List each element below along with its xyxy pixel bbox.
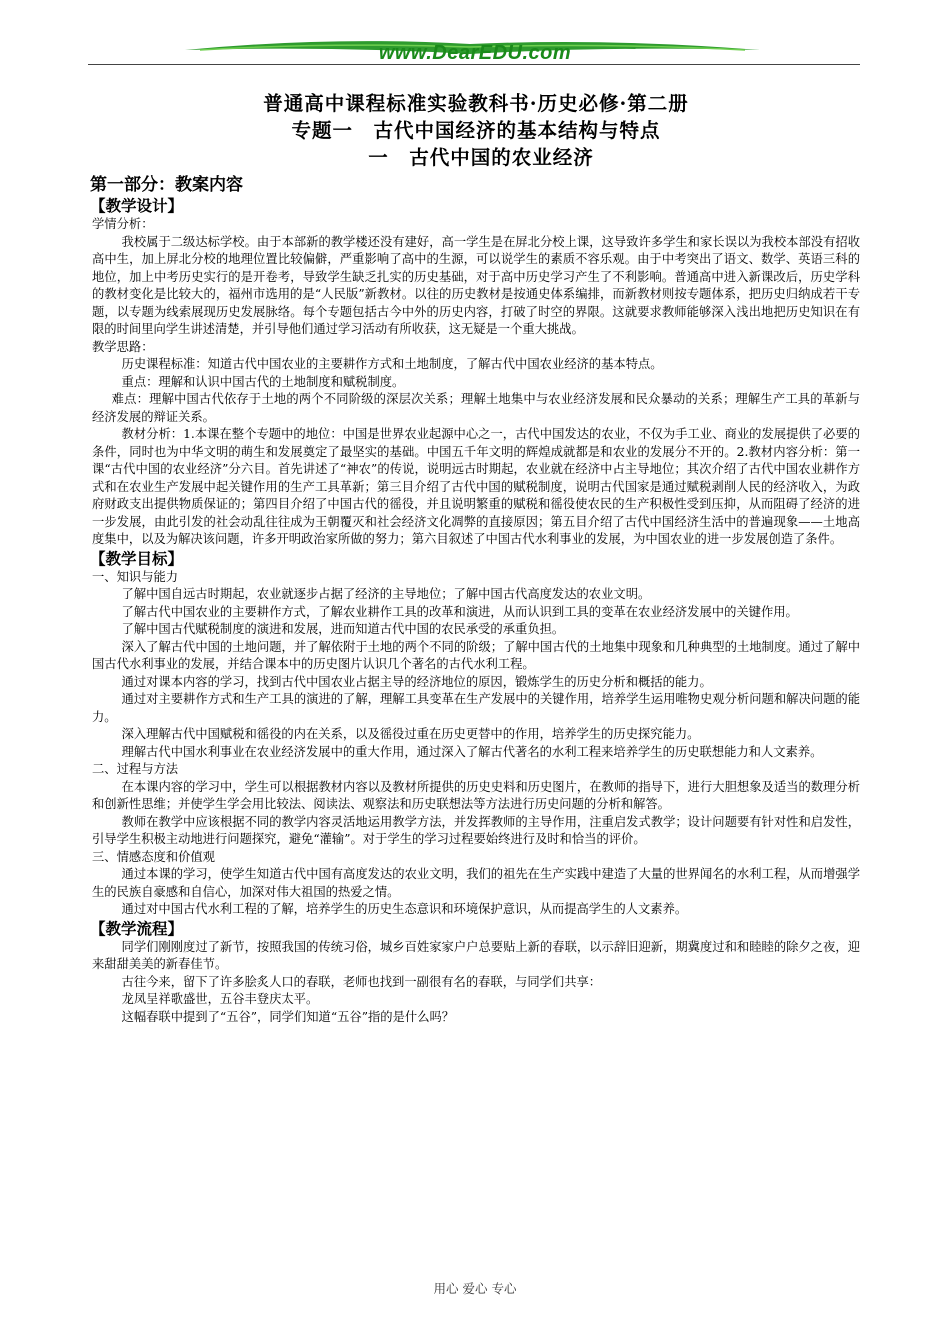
goal-paragraph: 了解古代中国农业的主要耕作方式，了解农业耕作工具的改革和演进，从而认识到工具的变革在农业经济发展中的关键作用。	[121, 604, 798, 619]
paragraph-situation: 我校属于二级达标学校。由于本部新的教学楼还没有建好，高一学生是在屏北分校上课，这导致许多学生和家长误以为我校本部没有招收高中生，加上屏北分校的地理位置比较偏僻，严重影响了高中的生源，可以说学生的素质不容乐观。由于中考突出了语文、数学、英语三科的地位，加上中考历史实行的是开卷考，导致学生缺乏扎实的历史基础，对于高中历史学习产生了不利影响。普通高中进入新课改后，历史学科的教材变化是比较大的，福州市选用的是“人民版”新教材。以往的历史教材是按通史体系编排，而新教材则按专题体系，把历史归纳成若干专题，以专题为线索展现历史发展脉络。每个专题包括古今中外的历史内容，打破了时空的界限。这就要求教师能够深入浅出地把历史知识在有限的时间里向学生讲述清楚，并引导他们通过学习活动有所收获，这无疑是一个重大挑战。	[92, 234, 860, 336]
document-titles	[92, 90, 860, 171]
couplet-line: 龙凤呈祥歌盛世，五谷丰登庆太平。	[121, 992, 319, 1006]
goal-paragraph: 通过对中国古代水利工程的了解，培养学生的历史生态意识和环境保护意识，从而提高学生的人文素养。	[121, 902, 688, 916]
goal-paragraph: 深入理解古代中国赋税和徭役的内在关系，以及徭役过重在历史更替中的作用，培养学生的历史探究能力。	[121, 727, 700, 741]
site-header	[0, 0, 950, 90]
goal-paragraph: 通过对主要耕作方式和生产工具的演进的了解，理解工具变革在生产发展中的关键作用，培养学生运用唯物史观分析问题和解决问题的能力。	[92, 692, 860, 724]
flow-paragraph: 同学们刚刚度过了新节，按照我国的传统习俗，城乡百姓家家户户总要贴上新的春联，以示辞旧迎新，期冀度过和和睦睦的除夕之夜，迎来甜甜美美的新春佳节。	[92, 939, 860, 971]
section-heading-flow: 【教学流程】	[90, 919, 184, 938]
goal-paragraph: 深入了解古代中国的土地问题，并了解依附于土地的两个不同的阶级；了解中国古代的土地集中现象和几种典型的土地制度。通过了解中国古代水利事业的发展，并结合课本中的历史图片认识几个著名的古代水利工程。	[92, 639, 860, 671]
subheading-process: 二、过程与方法	[92, 762, 179, 776]
header-divider	[88, 64, 860, 65]
document-body	[92, 90, 860, 1026]
goal-paragraph: 在本课内容的学习中，学生可以根据教材内容以及教材所提供的历史史料和历史图片，在教师的指导下，进行大胆想象及适当的数理分析和创新性思维；并使学生学会用比较法、阅读法、观察法和历史联想法等方法进行历史问题的分析和解答。	[92, 779, 860, 811]
label-thinking: 教学思路：	[92, 339, 154, 354]
paragraph-key-point: 重点：理解和认识中国古代的土地制度和赋税制度。	[121, 374, 405, 389]
paragraph-standard: 历史课程标准：知道古代中国农业的主要耕作方式和土地制度，了解古代中国农业经济的基本特点。	[121, 357, 663, 371]
goal-paragraph: 通过对课本内容的学习，找到古代中国农业占据主导的经济地位的原因，锻炼学生的历史分析和概括的能力。	[121, 674, 712, 689]
goal-paragraph: 通过本课的学习，使学生知道古代中国有高度发达的农业文明，我们的祖先在生产实践中建造了大量的世界闻名的水利工程，从而增强学生的民族自豪感和自信心，加深对伟大祖国的热爱之情。	[92, 867, 860, 899]
subheading-values: 三、情感态度和价值观	[92, 849, 215, 864]
paragraph-textbook-analysis: 教材分析：1.本课在整个专题中的地位：中国是世界农业起源中心之一，古代中国发达的农业，不仅为手工业、商业的发展提供了必要的条件，同时也为中华文明的萌生和发展奠定了最坚实的基础。中国五千年文明的辉煌成就都是和农业的发展分不开的。2.教材内容分析：第一课“古代中国的农业经济”分六目。首先讲述了“神农”的传说，说明远古时期起，农业就在经济中占主导地位；其次介绍了古代中国农业耕作方式和在农业生产发展中起关键作用的生产工具革新；第三目介绍了古代中国的赋税制度，说明古代国家是通过赋税剥削人民的经济收入，为政府财政支出提供物质保证的；第四目介绍了中国古代的徭役，并且说明繁重的赋税和徭役使农民的生产积极性受到压抑，从而阻碍了经济的进一步发展，由此引发的社会动乱往往成为王朝覆灭和社会经济文化凋弊的直接原因；第五目介绍了古代中国经济生活中的普遍现象——土地高度集中，以及为解决该问题，许多开明政治家所做的努力；第六目叙述了中国古代水利事业的发展，为中国农业的进一步发展创造了条件。	[92, 427, 860, 546]
lesson-title: 一 古代中国的农业经济	[368, 146, 594, 169]
flow-paragraph: 古往今来，留下了许多脍炙人口的春联，老师也找到一副很有名的春联，与同学们共享：	[121, 974, 602, 989]
part-heading: 第一部分：教案内容	[90, 175, 243, 195]
goal-paragraph: 了解中国自远古时期起，农业就逐步占据了经济的主导地位；了解中国古代高度发达的农业文明。	[121, 587, 651, 601]
page-footer: 用心 爱心 专心	[433, 1281, 517, 1296]
section-heading-goals: 【教学目标】	[90, 549, 184, 568]
goal-paragraph: 教师在教学中应该根据不同的教学内容灵活地运用教学方法，并发挥教师的主导作用，注重启发式教学；设计问题要有针对性和启发性，引导学生积极主动地进行问题探究，避免“灌输”。对于学生的学习过程要始终进行及时和恰当的评价。	[92, 814, 860, 846]
subheading-knowledge: 一、知识与能力	[92, 569, 179, 584]
label-situation: 学情分析：	[92, 217, 154, 231]
flow-question: 这幅春联中提到了“五谷”，同学们知道“五谷”指的是什么吗？	[121, 1009, 455, 1024]
goal-paragraph: 理解古代中国水利事业在农业经济发展中的重大作用，通过深入了解古代著名的水利工程来培养学生的历史联想能力和人文素养。	[121, 744, 823, 759]
section-heading-design: 【教学设计】	[90, 197, 184, 215]
book-title: 普通高中课程标准实验教科书·历史必修·第二册	[263, 92, 689, 115]
site-url-logo: www.DearEDU.com	[378, 42, 572, 64]
goal-paragraph: 了解中国古代赋税制度的演进和发展，进而知道古代中国的农民承受的承重负担。	[121, 622, 565, 636]
topic-title: 专题一 古代中国经济的基本结构与特点	[291, 119, 661, 142]
paragraph-difficulty: 难点：理解中国古代依存于土地的两个不同阶级的深层次关系；理解土地集中与农业经济发展和民众暴动的关系；理解生产工具的革新与经济发展的辩证关系。	[92, 392, 860, 424]
